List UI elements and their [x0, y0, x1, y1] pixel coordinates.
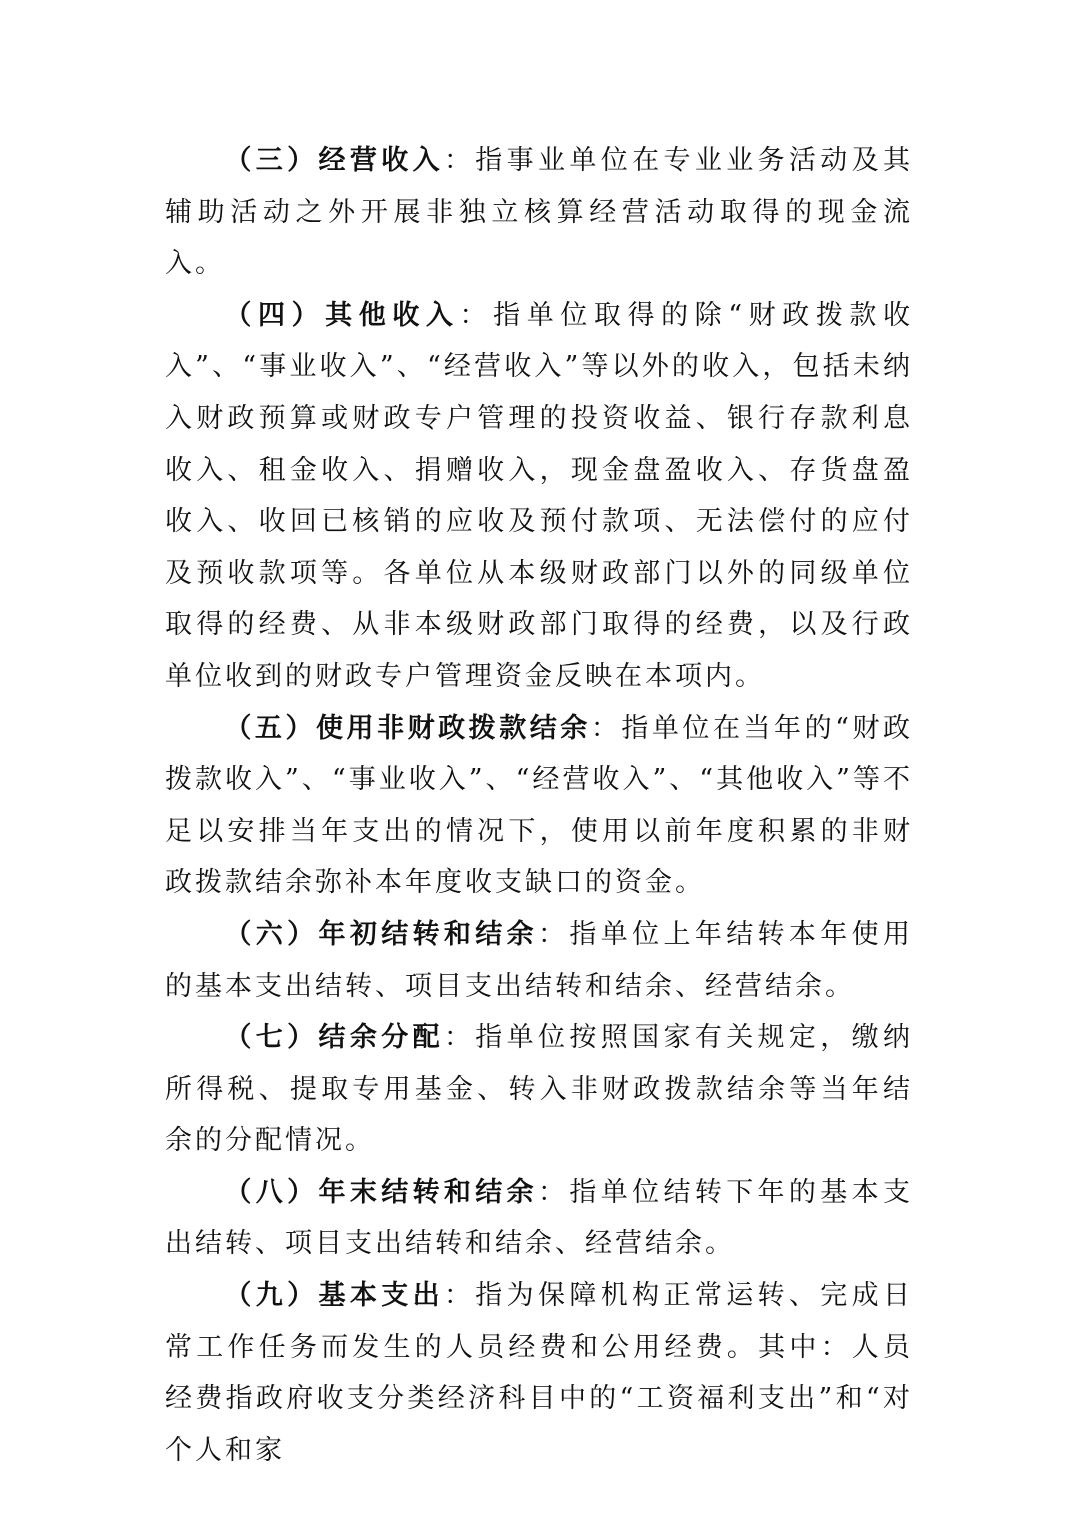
paragraph-basic-expenditure [165, 1270, 913, 1476]
paragraph-non-fiscal-surplus-used [165, 703, 913, 909]
paragraph-other-income [165, 290, 913, 703]
term-heading: （九）基本支出 [224, 1280, 444, 1312]
term-definition: ：指事业单位在专业业务活动及其辅助活动之外开展非独立核算经营活动取得的现金流入。 [165, 145, 914, 280]
term-heading: （三）经营收入 [224, 145, 444, 176]
term-definition: ：指为保障机构正常运转、完成日常工作任务而发生的人员经费和公用经费。其中：人员经费指政府收支分类经济科目中的“工资福利支出”和“对个人和家 [165, 1280, 914, 1466]
paragraph-operating-income [165, 135, 913, 290]
term-heading: （八）年末结转和结余 [224, 1176, 539, 1208]
term-definition: ：指单位按照国家有关规定，缴纳所得税、提取专用基金、转入非财政拨款结余等当年结余的分配情况。 [165, 1022, 914, 1157]
paragraph-year-end-carryover [165, 1167, 913, 1270]
paragraph-surplus-distribution [165, 1012, 913, 1167]
term-definition: ：指单位取得的除“财政拨款收入”、“事业收入”、“经营收入”等以外的收入，包括未纳入财政预算或财政专户管理的投资收益、银行存款利息收入、租金收入、捐赠收入，现金盘盈收入、存货盘盈收入、收回已核销的应收及预付款项、无法偿付的应付及预收款项等。各单位从本级财政部门以外的同级单位取得的经费、从非本级财政部门取得的经费，以及行政单位收到的财政专户管理资金反映在本项内。 [165, 299, 914, 692]
term-heading: （六）年初结转和结余 [224, 918, 539, 950]
term-heading: （五）使用非财政拨款结余 [224, 712, 591, 744]
document-body [165, 135, 913, 1476]
term-definition: ：指单位在当年的“财政拨款收入”、“事业收入”、“经营收入”、“其他收入”等不足以安排当年支出的情况下，使用以前年度积累的非财政拨款结余弥补本年度收支缺口的资金。 [165, 712, 913, 899]
term-heading: （四）其他收入 [224, 299, 460, 331]
term-definition: ：指单位结转下年的基本支出结转、项目支出结转和结余、经营结余。 [165, 1176, 914, 1260]
term-definition: ：指单位上年结转本年使用的基本支出结转、项目支出结转和结余、经营结余。 [165, 918, 914, 1002]
term-heading: （七）结余分配 [224, 1022, 444, 1054]
paragraph-beginning-carryover [165, 909, 913, 1012]
